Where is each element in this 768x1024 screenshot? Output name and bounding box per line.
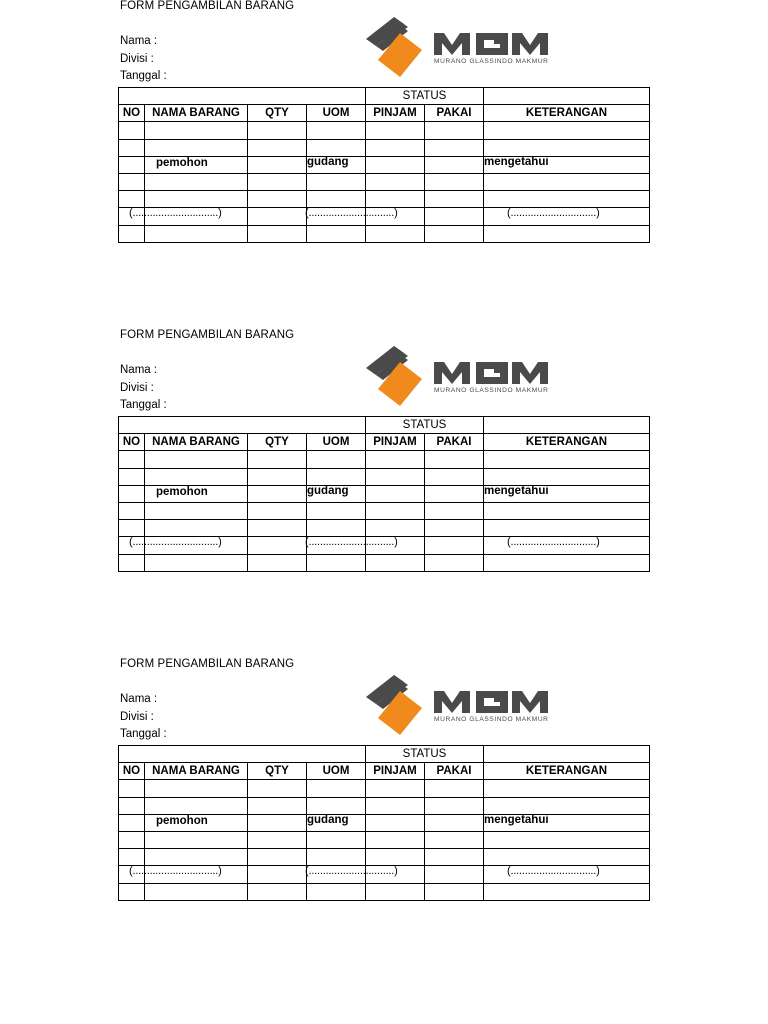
table-cell — [425, 814, 484, 831]
status-header-row — [119, 88, 650, 105]
table-cell — [425, 849, 484, 866]
table-cell — [425, 139, 484, 156]
table-cell — [484, 883, 650, 900]
col-qty: QTY — [248, 434, 307, 451]
table-cell — [307, 520, 366, 537]
table-cell — [366, 191, 425, 208]
table-cell — [145, 883, 248, 900]
table-cell — [119, 122, 145, 139]
status-header: STATUS — [366, 88, 484, 105]
signature-line-mengetahui: (..............................) — [507, 536, 600, 548]
col-keterangan: KETERANGAN — [484, 763, 650, 780]
table-row — [119, 554, 650, 571]
col-pinjam: PINJAM — [366, 105, 425, 122]
col-no: NO — [119, 763, 145, 780]
logo-tagline: MURANO GLASSINDO MAKMUR — [434, 387, 549, 394]
table-cell — [119, 520, 145, 537]
table-cell — [484, 520, 650, 537]
table-row — [119, 883, 650, 900]
table-row — [119, 122, 650, 139]
signature-line-gudang: (..............................) — [305, 207, 398, 219]
tanggal-field-label: Tanggal : — [120, 399, 167, 411]
table-cell — [484, 191, 650, 208]
table-cell — [484, 797, 650, 814]
col-uom: UOM — [307, 105, 366, 122]
table-cell — [366, 156, 425, 173]
mgm-logo — [364, 673, 580, 737]
blank-header-cell — [119, 88, 366, 105]
table-cell — [366, 831, 425, 848]
table-cell — [248, 554, 307, 571]
table-cell — [145, 502, 248, 519]
table-cell — [145, 554, 248, 571]
nama-field-label: Nama : — [120, 693, 158, 705]
table-cell — [248, 468, 307, 485]
table-cell — [307, 780, 366, 797]
table-cell — [366, 797, 425, 814]
table-cell — [425, 554, 484, 571]
table-cell — [248, 780, 307, 797]
table-cell — [145, 831, 248, 848]
column-header-row — [119, 434, 650, 451]
table-cell — [307, 225, 366, 242]
table-cell — [484, 451, 650, 468]
table-cell — [145, 225, 248, 242]
table-cell — [119, 485, 145, 502]
signature-pemohon: pemohon — [156, 815, 208, 827]
table-cell — [307, 139, 366, 156]
status-header-row — [119, 417, 650, 434]
table-cell — [248, 797, 307, 814]
column-header-row — [119, 105, 650, 122]
table-cell — [484, 173, 650, 190]
signature-pemohon: pemohon — [156, 157, 208, 169]
table-cell — [366, 139, 425, 156]
table-cell — [119, 814, 145, 831]
table-row — [119, 849, 650, 866]
col-pinjam: PINJAM — [366, 763, 425, 780]
table-cell — [119, 139, 145, 156]
col-nama-barang: NAMA BARANG — [145, 763, 248, 780]
table-cell — [425, 191, 484, 208]
table-cell — [425, 866, 484, 883]
divisi-field-label: Divisi : — [120, 711, 154, 723]
table-cell — [425, 780, 484, 797]
signature-line-gudang: (..............................) — [305, 865, 398, 877]
tanggal-field-label: Tanggal : — [120, 728, 167, 740]
table-cell — [248, 502, 307, 519]
table-cell — [307, 502, 366, 519]
table-cell — [145, 780, 248, 797]
signature-mengetahui: mengetahui — [484, 485, 549, 497]
nama-field-label: Nama : — [120, 364, 158, 376]
table-cell — [484, 849, 650, 866]
signature-pemohon: pemohon — [156, 486, 208, 498]
col-keterangan: KETERANGAN — [484, 434, 650, 451]
table-cell — [484, 831, 650, 848]
table-cell — [307, 122, 366, 139]
table-cell — [366, 780, 425, 797]
table-cell — [484, 225, 650, 242]
table-cell — [366, 849, 425, 866]
table-cell — [366, 502, 425, 519]
table-cell — [307, 451, 366, 468]
table-cell — [425, 156, 484, 173]
table-cell — [307, 468, 366, 485]
table-cell — [119, 502, 145, 519]
logo-tagline: MURANO GLASSINDO MAKMUR — [434, 58, 549, 65]
table-cell — [145, 468, 248, 485]
table-cell — [307, 173, 366, 190]
table-cell — [366, 814, 425, 831]
blank-header-cell — [484, 417, 650, 434]
table-cell — [248, 208, 307, 225]
table-cell — [425, 173, 484, 190]
divisi-field-label: Divisi : — [120, 53, 154, 65]
form-block — [0, 658, 768, 987]
col-keterangan: KETERANGAN — [484, 105, 650, 122]
table-cell — [248, 814, 307, 831]
signature-line-mengetahui: (..............................) — [507, 207, 600, 219]
table-cell — [484, 780, 650, 797]
col-nama-barang: NAMA BARANG — [145, 434, 248, 451]
table-cell — [425, 831, 484, 848]
table-cell — [425, 485, 484, 502]
signature-line-pemohon: (..............................) — [129, 865, 222, 877]
table-cell — [425, 520, 484, 537]
blank-header-cell — [484, 88, 650, 105]
col-pakai: PAKAI — [425, 763, 484, 780]
table-cell — [248, 849, 307, 866]
status-header: STATUS — [366, 417, 484, 434]
table-cell — [484, 139, 650, 156]
table-cell — [248, 225, 307, 242]
table-cell — [119, 554, 145, 571]
table-cell — [307, 849, 366, 866]
table-row — [119, 520, 650, 537]
signature-mengetahui: mengetahui — [484, 156, 549, 168]
table-cell — [145, 797, 248, 814]
col-qty: QTY — [248, 763, 307, 780]
col-uom: UOM — [307, 763, 366, 780]
table-cell — [248, 156, 307, 173]
table-cell — [248, 139, 307, 156]
divisi-field-label: Divisi : — [120, 382, 154, 394]
table-cell — [366, 520, 425, 537]
col-no: NO — [119, 105, 145, 122]
table-cell — [366, 883, 425, 900]
col-pinjam: PINJAM — [366, 434, 425, 451]
table-cell — [425, 537, 484, 554]
table-cell — [425, 468, 484, 485]
table-cell — [248, 451, 307, 468]
signature-line-pemohon: (..............................) — [129, 207, 222, 219]
col-nama-barang: NAMA BARANG — [145, 105, 248, 122]
table-cell — [119, 451, 145, 468]
status-header-row — [119, 746, 650, 763]
table-row — [119, 780, 650, 797]
table-cell — [425, 225, 484, 242]
signature-gudang: gudang — [307, 485, 349, 497]
column-header-row — [119, 763, 650, 780]
table-cell — [425, 451, 484, 468]
table-cell — [119, 225, 145, 242]
col-qty: QTY — [248, 105, 307, 122]
signature-gudang: gudang — [307, 156, 349, 168]
table-cell — [307, 883, 366, 900]
mgm-logo — [364, 15, 580, 79]
table-cell — [119, 849, 145, 866]
table-cell — [145, 849, 248, 866]
signature-line-pemohon: (..............................) — [129, 536, 222, 548]
table-cell — [248, 883, 307, 900]
table-cell — [425, 883, 484, 900]
table-cell — [484, 468, 650, 485]
table-cell — [145, 139, 248, 156]
nama-field-label: Nama : — [120, 35, 158, 47]
table-cell — [366, 485, 425, 502]
table-cell — [119, 831, 145, 848]
tanggal-field-label: Tanggal : — [120, 70, 167, 82]
table-cell — [145, 520, 248, 537]
table-cell — [248, 831, 307, 848]
table-cell — [145, 122, 248, 139]
signature-line-gudang: (..............................) — [305, 536, 398, 548]
table-cell — [119, 797, 145, 814]
table-row — [119, 797, 650, 814]
table-row — [119, 831, 650, 848]
form-title: FORM PENGAMBILAN BARANG — [120, 0, 295, 12]
table-cell — [119, 156, 145, 173]
table-cell — [366, 225, 425, 242]
blank-header-cell — [119, 417, 366, 434]
table-cell — [145, 191, 248, 208]
table-cell — [307, 797, 366, 814]
form-title: FORM PENGAMBILAN BARANG — [120, 329, 295, 341]
table-cell — [484, 122, 650, 139]
table-row — [119, 502, 650, 519]
table-cell — [366, 468, 425, 485]
table-cell — [307, 831, 366, 848]
table-cell — [484, 502, 650, 519]
table-cell — [484, 554, 650, 571]
table-cell — [366, 451, 425, 468]
table-cell — [119, 191, 145, 208]
table-row — [119, 468, 650, 485]
table-cell — [119, 173, 145, 190]
col-no: NO — [119, 434, 145, 451]
blank-header-cell — [119, 746, 366, 763]
table-row — [119, 173, 650, 190]
table-row — [119, 191, 650, 208]
table-cell — [425, 797, 484, 814]
table-cell — [248, 537, 307, 554]
status-header: STATUS — [366, 746, 484, 763]
table-row — [119, 451, 650, 468]
col-uom: UOM — [307, 434, 366, 451]
table-cell — [307, 554, 366, 571]
table-cell — [248, 173, 307, 190]
table-cell — [307, 191, 366, 208]
table-cell — [248, 191, 307, 208]
table-cell — [366, 554, 425, 571]
table-cell — [248, 866, 307, 883]
table-cell — [119, 780, 145, 797]
form-title: FORM PENGAMBILAN BARANG — [120, 658, 295, 670]
table-cell — [425, 122, 484, 139]
signature-line-mengetahui: (..............................) — [507, 865, 600, 877]
form-block — [0, 329, 768, 658]
table-row — [119, 225, 650, 242]
signature-mengetahui: mengetahui — [484, 814, 549, 826]
table-cell — [248, 122, 307, 139]
table-cell — [145, 173, 248, 190]
mgm-logo — [364, 344, 580, 408]
signature-gudang: gudang — [307, 814, 349, 826]
table-cell — [425, 502, 484, 519]
table-cell — [119, 883, 145, 900]
blank-header-cell — [484, 746, 650, 763]
table-row — [119, 139, 650, 156]
table-cell — [248, 485, 307, 502]
table-cell — [366, 173, 425, 190]
col-pakai: PAKAI — [425, 434, 484, 451]
col-pakai: PAKAI — [425, 105, 484, 122]
form-block — [0, 0, 768, 329]
table-cell — [248, 520, 307, 537]
table-cell — [425, 208, 484, 225]
table-cell — [145, 451, 248, 468]
table-cell — [119, 468, 145, 485]
table-cell — [366, 122, 425, 139]
logo-tagline: MURANO GLASSINDO MAKMUR — [434, 716, 549, 723]
